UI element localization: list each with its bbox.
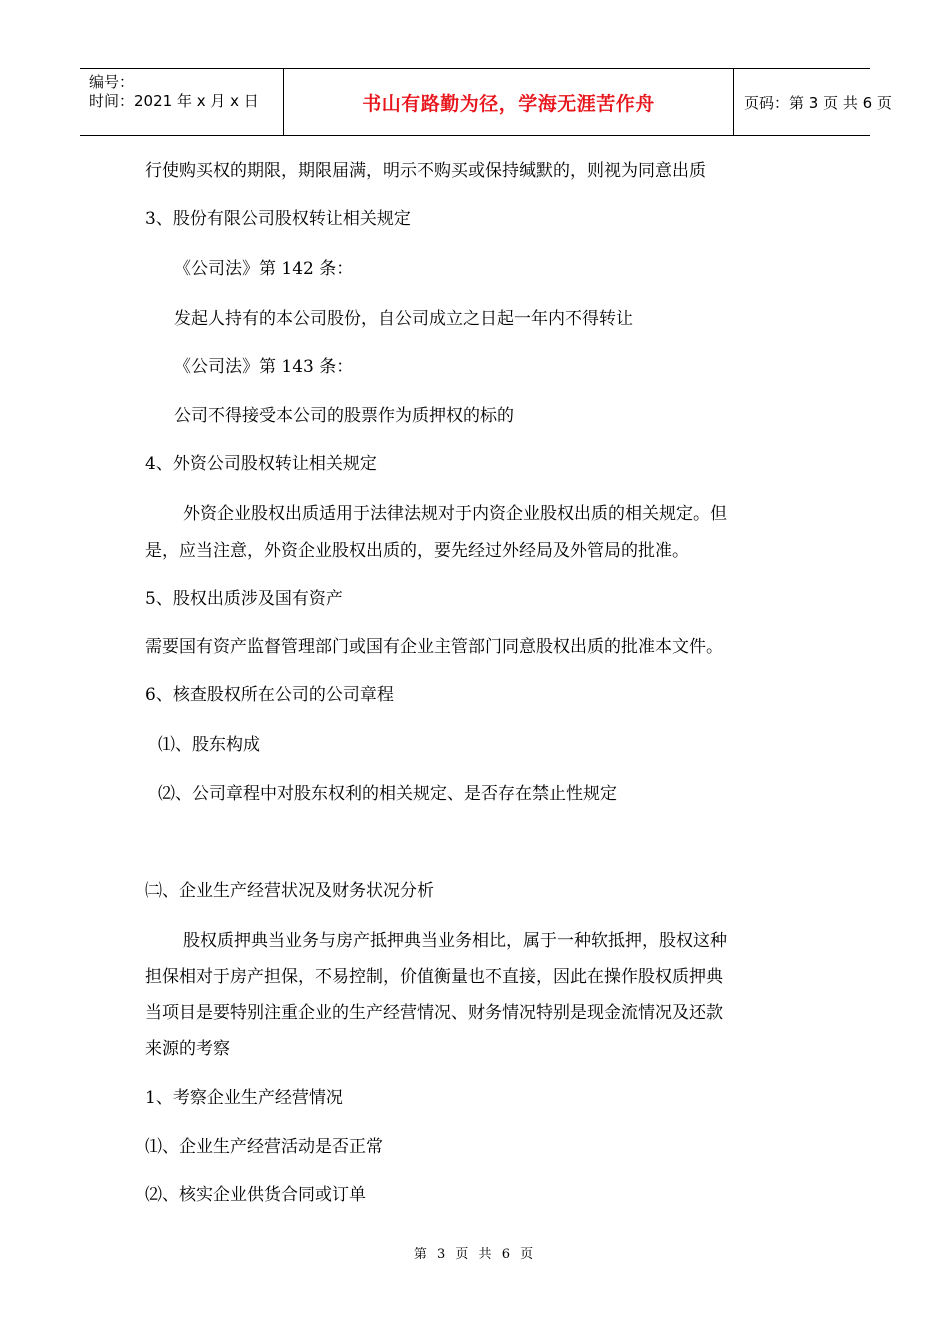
header-page-cell (734, 69, 892, 135)
header-page-info: 页码：第 3 页 共 6 页 (744, 94, 892, 112)
paragraph-line: 发起人持有的本公司股份，自公司成立之日起一年内不得转让 (174, 309, 633, 329)
list-item: ⑵、公司章程中对股东权利的相关规定、是否存在禁止性规定 (158, 784, 617, 804)
paragraph-line: 公司不得接受本公司的股票作为质押权的标的 (174, 406, 514, 426)
page-footer: 第 3 页 共 6 页 (413, 1247, 537, 1262)
paragraph-line: 担保相对于房产担保，不易控制，价值衡量也不直接，因此在操作股权质押典 (145, 967, 723, 987)
paragraph-line: 是，应当注意，外资企业股权出质的，要先经过外经局及外管局的批准。 (145, 541, 689, 561)
section-heading: 6、核查股权所在公司的公司章程 (145, 685, 394, 705)
paragraph-line: 股权质押典当业务与房产抵押典当业务相比，属于一种软抵押，股权这种 (183, 931, 727, 951)
list-item: ⑴、股东构成 (158, 735, 260, 755)
header-motto-cell (283, 69, 734, 135)
paragraph-line: 当项目是要特别注重企业的生产经营情况、财务情况特别是现金流情况及还款 (145, 1003, 723, 1023)
header-motto: 书山有路勤为径，学海无涯苦作舟 (362, 93, 655, 115)
paragraph-line: 需要国有资产监督管理部门或国有企业主管部门同意股权出质的批准本文件。 (145, 637, 723, 657)
date-label: 时间：2021 年 x 月 x 日 (89, 92, 259, 110)
list-item: ⑵、核实企业供货合同或订单 (145, 1185, 366, 1205)
serial-number-label: 编号： (89, 73, 135, 91)
list-item: ⑴、企业生产经营活动是否正常 (145, 1137, 383, 1157)
section-heading: 1、考察企业生产经营情况 (145, 1088, 343, 1108)
page-header (80, 68, 892, 136)
paragraph-line: 行使购买权的期限，期限届满，明示不购买或保持缄默的，则视为同意出质 (145, 161, 706, 181)
section-heading: 3、股份有限公司股权转让相关规定 (145, 209, 411, 229)
section-heading: ㈡、企业生产经营状况及财务状况分析 (145, 881, 434, 901)
paragraph-line: 来源的考察 (145, 1039, 230, 1059)
header-left-cell (80, 69, 283, 135)
law-citation: 《公司法》第 142 条： (174, 259, 354, 279)
law-citation: 《公司法》第 143 条： (174, 357, 354, 377)
paragraph-line: 外资企业股权出质适用于法律法规对于内资企业股权出质的相关规定。但 (183, 504, 727, 524)
section-heading: 5、股权出质涉及国有资产 (145, 589, 343, 609)
section-heading: 4、外资公司股权转让相关规定 (145, 454, 377, 474)
